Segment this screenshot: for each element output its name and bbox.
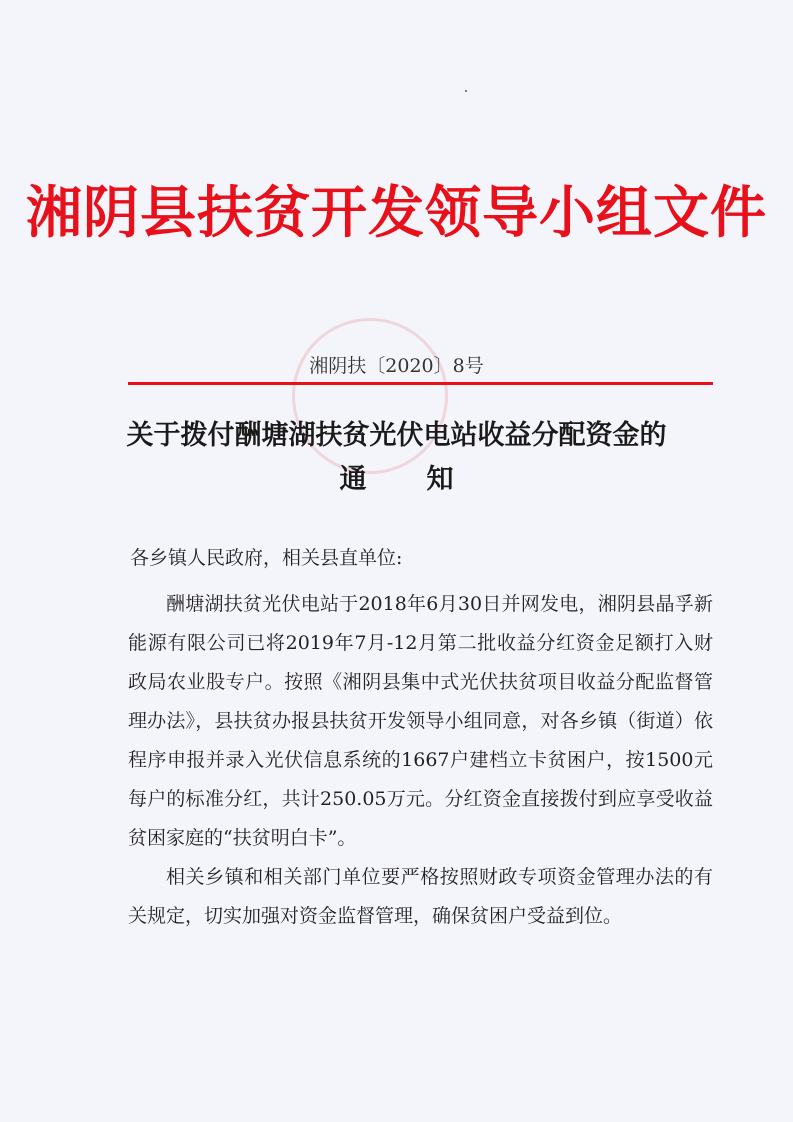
scan-speck [465,90,467,92]
notice-title-line2 [0,463,793,497]
body-paragraph-2: 相关乡镇和相关部门单位要严格按照财政专项资金管理办法的有关规定，切实加强对资金监督管理，确保贫困户受益到位。 [128,866,713,927]
notice-title-char-2: 知 [426,464,454,495]
red-divider-line [128,382,713,385]
notice-title-char-1: 通 [339,464,367,495]
document-number: 湘阴扶〔2020〕8号 [309,355,484,377]
body-paragraph-1: 酬塘湖扶贫光伏电站于2018年6月30日并网发电，湘阴县晶孚新能源有限公司已将2019年7月-12月第二批收益分红资金足额打入财政局农业股专户。按照《湘阴县集中式光伏扶贫项目收益分配监督管理办法》，县扶贫办报县扶贫开发领导小组同意，对各乡镇（街道）依程序申报并录入光伏信息系统的1667户建档立卡贫困户，按1500元每户的标准分红，共计250.05万元。分红资金直接拨付到应享受收益贫困家庭的“扶贫明白卡”。 [128,593,713,849]
document-masthead: 湘阴县扶贫开发领导小组文件 [26,180,767,246]
addressee-line: 各乡镇人民政府，相关县直单位: [130,547,403,569]
notice-title-line1: 关于拨付酬塘湖扶贫光伏电站收益分配资金的 [126,420,667,451]
